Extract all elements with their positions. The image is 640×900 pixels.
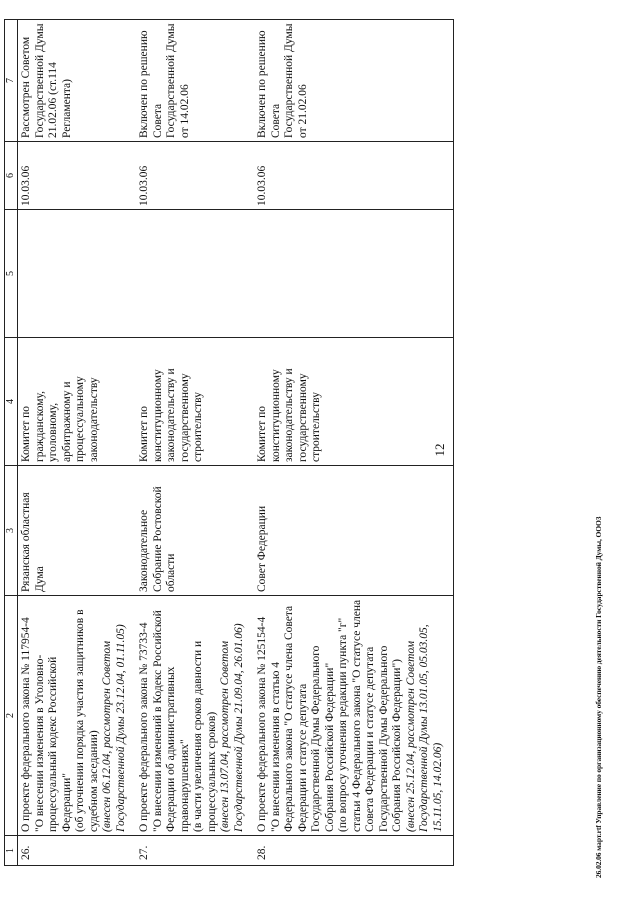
committee-cell: Комитет по гражданскому, уголовному, арбитражному и процессуальному законодательству <box>18 338 137 466</box>
row-number: 28. <box>254 836 454 866</box>
row-number: 26. <box>18 836 137 866</box>
page-number: 12 <box>432 443 447 457</box>
table-row <box>136 20 254 866</box>
bill-history-note: (внесен 06.12.04, рассмотрен Советом Государственной Думы 23.12.04, 01.11.05) <box>101 624 127 832</box>
bill-text: "О внесении изменения в Уголовно-процессуальный кодекс Российской Федерации" <box>33 654 73 832</box>
bills-table <box>4 19 454 866</box>
committee-cell: Комитет по конституционному законодательству и государственному строительству <box>254 338 454 466</box>
table-row <box>254 20 454 866</box>
column-header: 6 <box>5 142 18 210</box>
status-cell: Включен по решению Совета Государственной Думы от 21.02.06 <box>254 20 454 142</box>
column-header: 7 <box>5 20 18 142</box>
status-cell: Рассмотрен Советом Государственной Думы 21.02.06 (ст.114 Регламента) <box>18 20 137 142</box>
row-number: 27. <box>136 836 254 866</box>
table-row <box>18 20 137 866</box>
column-header: 3 <box>5 466 18 596</box>
bill-text: "О внесении изменения в статью 4 Федерального закона "О статусе члена Совета Федерации и статусе депутата Государственной Думы Федерального Собрания Российской Федерации" <box>269 605 336 832</box>
date-cell: 10.03.06 <box>254 142 454 210</box>
initiator-cell: Рязанская областная Дума <box>18 466 137 596</box>
bill-subject: (по вопросу уточнения редакции пункта "г" статьи 4 Федерального закона "О статусе члена Совета Федерации и статусе депутата Государственной Думы Федерального Собрания Российской Федерации") <box>337 599 403 832</box>
column-header: 1 <box>5 836 18 866</box>
column-header: 4 <box>5 338 18 466</box>
status-cell: Включен по решению Совета Государственной Думы от 14.02.06 <box>136 20 254 142</box>
column-header: 5 <box>5 210 18 338</box>
table-header-row <box>5 20 18 866</box>
committee-cell: Комитет по конституционному законодательству и государственному строительству <box>136 338 254 466</box>
bill-title: О проекте федерального закона № 125154-4 <box>256 616 268 832</box>
column-header: 2 <box>5 596 18 836</box>
bill-description <box>254 596 454 836</box>
bill-title: О проекте федерального закона № 73733-4 <box>138 622 150 832</box>
bill-subject: (об уточнении порядка участия защитников в судебном заседании) <box>74 609 100 832</box>
column-5-cell <box>136 210 254 338</box>
initiator-cell: Совет Федерации <box>254 466 454 596</box>
bill-title: О проекте федерального закона № 117954-4 <box>20 617 32 832</box>
initiator-cell: Законодательное Собрание Ростовской области <box>136 466 254 596</box>
column-5-cell <box>254 210 454 338</box>
date-cell: 10.03.06 <box>136 142 254 210</box>
bill-subject: (в части увеличения сроков давности и процессуальных сроков) <box>192 640 218 832</box>
bill-history-note: (внесен 25.12.04, рассмотрен Советом Государственной Думы 13.01.05, 05.03.05, 15.11.05, 14.02.06) <box>404 624 444 832</box>
bill-text: "О внесении изменений в Кодекс Российской Федерации об административных правонарушениях" <box>151 610 191 832</box>
bill-history-note: (внесен 13.07.04, рассмотрен Советом Государственной Думы 21.09.04, 26.01.06) <box>219 623 245 832</box>
column-5-cell <box>18 210 137 338</box>
bill-description <box>136 596 254 836</box>
date-cell: 10.03.06 <box>18 142 137 210</box>
document-footer: 26.02.06 март.rtf Управление по организационному обеспечению деятельности Государственной Думы, ООО3 <box>594 516 603 878</box>
bill-description <box>18 596 137 836</box>
